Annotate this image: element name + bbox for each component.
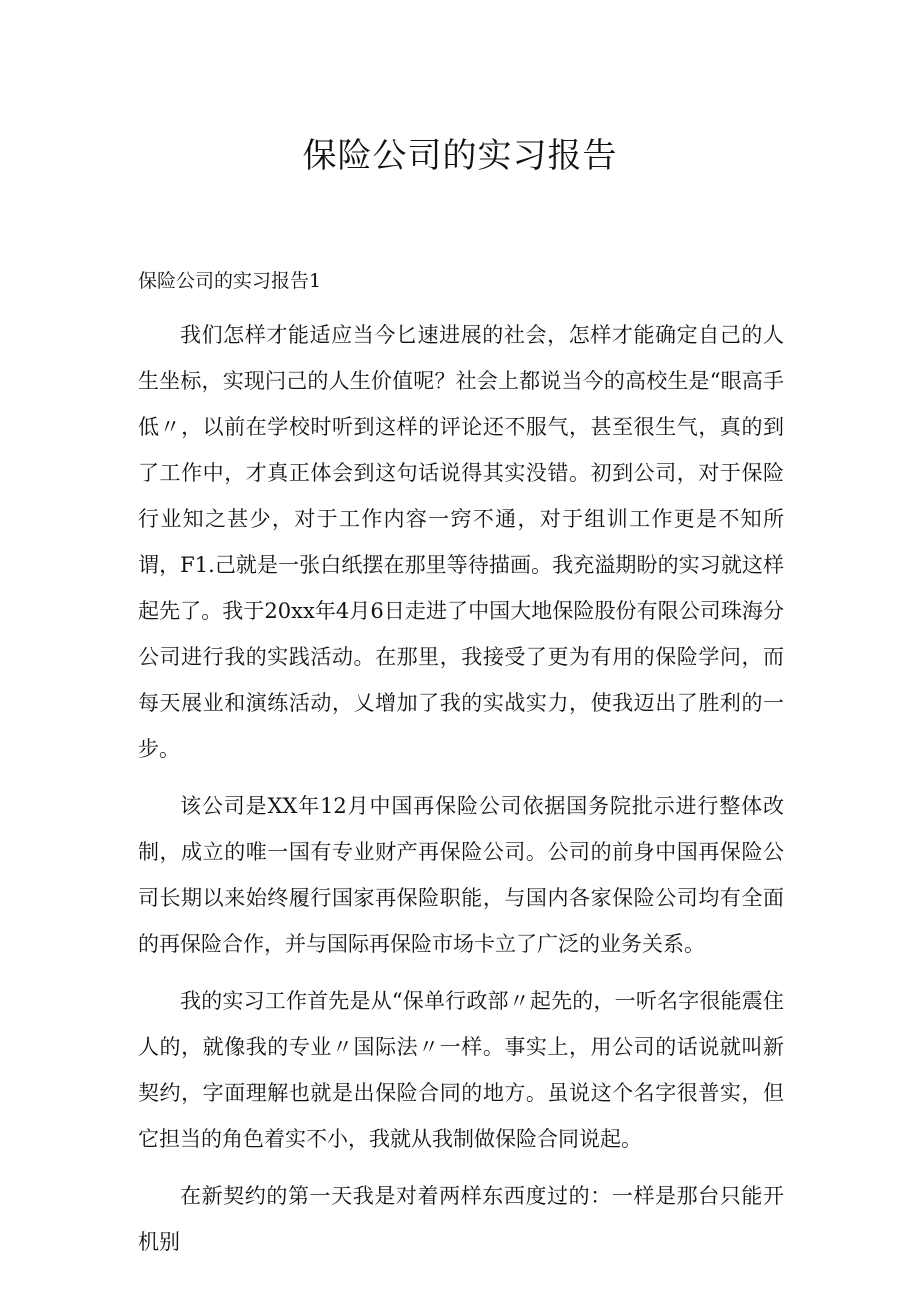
paragraph: 在新契约的第一天我是对着两样东西度过的：一样是那台只能开机别 (138, 1184, 784, 1254)
paragraph: 我的实习工作首先是从“保单行政部〃起先的，一听名字很能震住人的，就像我的专业〃国际法〃一样。事实上，用公司的话说就叫新契约，字面理解也就是出保险合同的地方。虽说这个名字很普实，但它担当的角色着实不小，我就从我制做保险合同说起。 (138, 989, 784, 1151)
document-title: 保险公司的实习报告 (302, 136, 618, 176)
document-body (138, 312, 784, 1276)
section-heading: 保险公司的实习报告1 (138, 270, 322, 292)
paragraph: 该公司是XX年12月中国再保险公司依据国务院批示进行整体改制，成立的唯一国有专业财产再保险公司。公司的前身中国再保险公司长期以来始终履行国家再保险职能，与国内各家保险公司均有全面的再保险合作，并与国际再保险市场卡立了广泛的业务关系。 (138, 794, 784, 956)
paragraph: 我们怎样才能适应当今匕速进展的社会，怎样才能确定自己的人生坐标，实现闩己的人生价值呢？社会上都说当今的高校生是“眼高手低〃，以前在学校时听到这样的评论还不服气，甚至很生气，真的到了工作中，才真正体会到这句话说得其实没错。初到公司，对于保险行业知之甚少，对于工作内容一窍不通，对于组训工作更是不知所谓，F1.己就是一张白纸摆在那里等待描画。我充溢期盼的实习就这样起先了。我于20xx年4月6日走进了中国大地保险股份有限公司珠海分公司进行我的实践活动。在那里，我接受了更为有用的保险学问，而每天展业和演练活动，乂增加了我的实战实力，使我迈出了胜利的一步。 (138, 323, 784, 761)
